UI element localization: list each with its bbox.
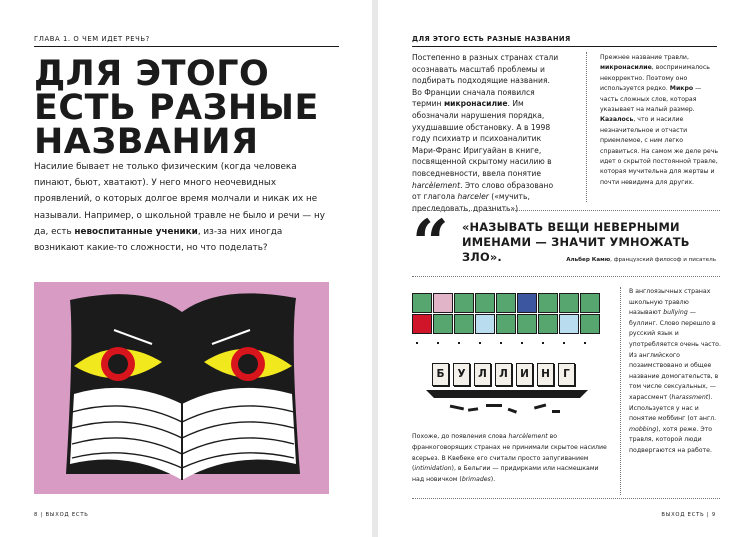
section-divider-2	[412, 276, 720, 277]
left-page	[0, 0, 372, 537]
grid-cell	[496, 293, 516, 313]
letter-tile: Б	[432, 363, 449, 386]
grid-cell	[580, 314, 600, 334]
title-line-3: НАЗВАНИЯ	[34, 122, 259, 162]
illustration-caption	[412, 432, 612, 486]
grid-cell	[517, 293, 537, 313]
caption-text-2: во франкоговорящих странах не принимали скрытое насилие всерьез. В Квебеке его считали просто запугиванием (	[412, 433, 607, 473]
quote-mark-icon: “	[412, 206, 449, 281]
letter-tile: Л	[495, 363, 512, 386]
col2-text-3: — часть сложных слов, которая указывает на малый размер.	[600, 85, 702, 114]
book-eyes-illustration	[34, 282, 329, 494]
col3-italic: bullying	[663, 309, 688, 317]
grid-cell	[559, 293, 579, 313]
col2-bold-term-3: Казалось	[600, 116, 634, 124]
letter-tile: У	[453, 363, 470, 386]
col1-italic-term: harcèlement	[412, 180, 461, 190]
footer-divider	[412, 498, 720, 499]
section-divider	[412, 210, 720, 211]
right-page	[378, 0, 750, 537]
caption-italic-2: intimidation	[414, 465, 452, 473]
sidebar-column-2	[629, 287, 721, 457]
running-head-right: ДЛЯ ЭТОГО ЕСТЬ РАЗНЫЕ НАЗВАНИЯ	[412, 35, 571, 43]
grid-cell	[538, 293, 558, 313]
col3-text: В англоязычных странах школьную травлю называют	[629, 288, 711, 317]
col3-text-2: — буллинг. Слово перешло в русский язык и употребляется очень часто. Из английского позаимствовано и общее название домогательств, в том числе сексуальных, — харассмент (	[629, 309, 721, 401]
col1-text-3: . Это слово образовано от глагола	[412, 180, 554, 202]
grid-cell	[412, 314, 432, 334]
grid-cell	[454, 293, 474, 313]
grid-cell	[433, 314, 453, 334]
sidebar-column	[600, 53, 720, 188]
page-title	[34, 54, 344, 162]
pull-quote: «НАЗЫВАТЬ ВЕЩИ НЕВЕРНЫМИ ИМЕНАМИ — ЗНАЧИТ УМНОЖАТЬ ЗЛО».	[462, 220, 690, 264]
title-line-2: ЕСТЬ РАЗНЫЕ	[34, 88, 319, 128]
col2-text-2: , воспринималось некорректно. Поэтому оно используется редко.	[600, 64, 710, 93]
col1-bold-term: микронасилие	[443, 99, 508, 109]
grid-cell	[496, 314, 516, 334]
caption-text: Похоже, до появления слова	[412, 433, 509, 440]
grid-cell	[538, 314, 558, 334]
col1-text: Постепенно в разных странах стали осознавать масштаб проблемы и подбирать подходящие названия. Во Франции сначала появился термин	[412, 53, 559, 109]
grid-cell	[559, 314, 579, 334]
lead-text-end: , из-за них иногда возникают какие-то сложности, но что поделать?	[34, 226, 283, 254]
quote-author	[566, 257, 716, 263]
col1-text-2: . Им обозначали нарушения порядка, ухудшавшие обстановку. А в 1998 году психиатр и психоаналитик Мари-Франс Иригуайан в книге, посвященной скрытому насилию в повседневности, ввела понятие	[412, 99, 552, 178]
bullying-grid-illustration	[412, 293, 612, 341]
author-description: , французский философ и писатель	[610, 257, 716, 263]
letter-tile: Г	[558, 363, 575, 386]
folio-right: ВЫХОД ЕСТЬ | 9	[661, 512, 716, 518]
caption-text-3: ), в Бельгии — придирками или насмешками над новичком (	[412, 465, 599, 484]
column-divider-2	[620, 287, 621, 495]
caption-text-4: ).	[490, 476, 496, 484]
letter-tile: Н	[537, 363, 554, 386]
letter-tile: И	[516, 363, 533, 386]
running-head: ГЛАВА 1. О ЧЕМ ИДЕТ РЕЧЬ?	[34, 35, 150, 43]
grid-cell	[580, 293, 600, 313]
grid-cell	[517, 314, 537, 334]
grid-cell	[454, 314, 474, 334]
lead-text: Насилие бывает не только физическим (когда человека пинают, бьют, хватают). У него много неочевидных проявлений, о которых долгое время молчали и никак их не называли. Например, о школьной травле не было и речи — ну да, есть	[34, 162, 325, 237]
title-line-1: ДЛЯ ЭТОГО	[34, 54, 270, 94]
col2-text-4: , что и насилие незначительное и отчасти приемлемое, с ним легко справиться. На самом же деле речь идет о скрытой постоянной травле, которая мучительна для жертвы и почти невидима для других.	[600, 116, 719, 186]
grid-cell	[433, 293, 453, 313]
col2-text: Прежнее название травли,	[600, 54, 689, 61]
illustration-svg	[34, 282, 329, 494]
lead-paragraph	[34, 159, 334, 256]
body-column-1	[412, 52, 560, 214]
col3-italic-3: mobbing	[629, 425, 657, 433]
header-rule	[34, 46, 339, 47]
caption-italic: harcèlement	[508, 433, 548, 440]
folio-left: 8 | ВЫХОД ЕСТЬ	[34, 512, 89, 518]
col2-bold-term-2: Микро	[669, 85, 694, 93]
grid-cell	[475, 293, 495, 313]
author-name: Альбер Камю	[566, 257, 611, 263]
col3-italic-2: harassment	[671, 393, 709, 401]
grid-cell	[475, 314, 495, 334]
col3-text-4: ), хотя реже. Это травля, которой люди подвергаются на работе.	[629, 425, 713, 454]
header-rule-right	[412, 46, 717, 47]
col1-italic-term-2: harceler	[457, 192, 489, 202]
col2-bold-term: микронасилие	[600, 64, 652, 72]
col3-text-3: ). Используется у нас и понятие моббинг (от англ.	[629, 393, 717, 423]
column-divider	[586, 52, 587, 202]
letter-tile: Л	[474, 363, 491, 386]
grid-cell	[412, 293, 432, 313]
col1-text-4: («мучить, преследовать, дразнить»).	[412, 192, 530, 213]
caption-italic-3: brimades	[461, 476, 491, 484]
lead-bold-term: невоспитанные ученики	[74, 226, 198, 237]
